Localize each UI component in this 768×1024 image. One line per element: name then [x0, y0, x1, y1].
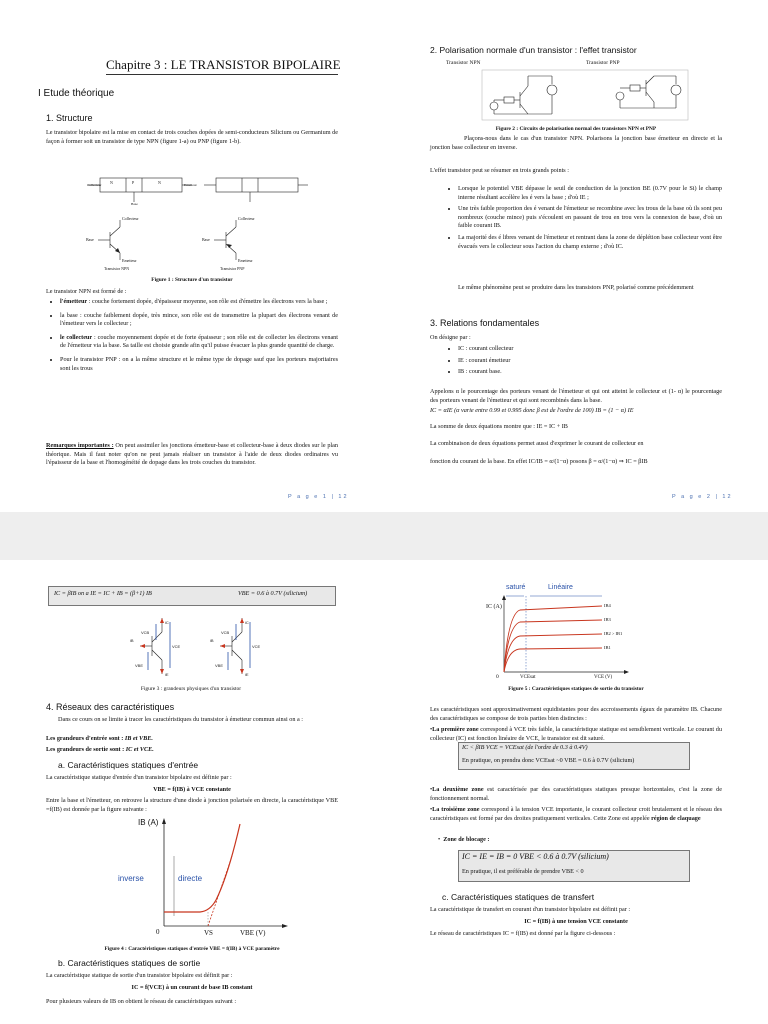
svg-text:iB: iB — [130, 638, 134, 643]
page-4 — [384, 560, 768, 1024]
designations — [444, 345, 514, 380]
bullet-base: • la base : couche faiblement dopée, très mince, son rôle est de transmettre la plupart des électrons venant de l'émetteur vers le collecteur ; — [60, 312, 338, 329]
equation-ic-alpha: IC = αIE (α varie entre 0.99 et 0.995 donc β est de l'ordre de 100) IB = (1 − α) IE — [430, 407, 634, 414]
fig4-zero: 0 — [156, 928, 160, 936]
subsection-sortie: b. Caractéristiques statiques de sortie — [58, 958, 201, 968]
fig1-pnp-label: Transistor PNP — [220, 266, 245, 271]
svg-text:iC: iC — [245, 620, 249, 625]
fig5-xlabel: VCE (V) — [594, 675, 613, 680]
fig1-n2: N — [158, 180, 161, 185]
figure-1-caption: Figure 1 : Structure d'un transistor — [151, 277, 233, 283]
blocage-box-line2: En pratique, il est préférable de prendre VBE < 0 — [462, 868, 584, 875]
page-number-2: P a g e 2 | 12 — [672, 494, 733, 500]
section-title: I Etude théorique — [38, 88, 115, 99]
figure-4-caption: Figure 4 : Caractéristiques statiques d'entrée VBE = f(IB) à VCE paramètre — [104, 946, 280, 952]
svg-text:VCE: VCE — [252, 644, 261, 649]
svg-text:VBE: VBE — [135, 663, 144, 668]
p4-para1: Les caractéristiques sont approximativement equidistantes pour des accroissements égaux de paramètre IB. Chacune des caractéristiques se compose de trois parties bien distinctes : — [430, 706, 722, 722]
formula-box-left: IC = βIB on a IE = IC + IB = (β+1) IB — [54, 590, 152, 597]
fig1-col-pnp: Collecteur — [238, 216, 255, 221]
def-ib: • IB : courant base. — [458, 368, 514, 377]
fig1-em-pnp: Emetteur — [238, 258, 253, 263]
p3-para2: La caractéristique statique d'entrée d'un transistor bipolaire est définie par : — [46, 774, 232, 781]
equation-transfer: IC = f(IB) à une tension VCE constante — [524, 918, 628, 925]
fig1-n1: N — [110, 180, 113, 185]
p2-same: Le même phénomène peut se produire dans les transistors PNP, polarisé comme précédemment — [458, 284, 694, 291]
p2-para1: Plaçons-nous dans le cas d'un transistor NPN. Polarisons la jonction base émetteur en directe et la jonction base collecteur en inverse. — [430, 135, 722, 151]
fig5-sature-label: saturé — [506, 584, 526, 591]
svg-text:iB: iB — [210, 638, 214, 643]
figure-5-output-graph — [486, 584, 630, 684]
fig1-base-label: Base — [131, 202, 138, 206]
fig5-ib4: IB4 — [604, 603, 611, 608]
figure-2-circuits — [480, 68, 690, 122]
fig4-inverse-label: inverse — [118, 874, 144, 883]
fig1-em-npn: Emetteur — [122, 258, 137, 263]
effect-points — [444, 185, 722, 254]
effect-point-3: • La majorité des é libres venant de l'émetteur et rentrant dans la zone de déplétion base collecteur vont être évacués vers le collecteur sous l'action du champ externe ; d'où IC. — [458, 234, 722, 251]
svg-text:VCE: VCE — [172, 644, 181, 649]
fig5-ylabel: IC (A) — [486, 604, 502, 610]
p3-para1: Dans ce cours on se limite à tracer les caractéristiques du transistor à émetteur commun ainsi on a : — [58, 716, 304, 723]
p2-para2: L'effet transistor peut se résumer en trois grands points : — [430, 167, 569, 174]
subsection-entree: a. Caractéristiques statiques d'entrée — [58, 760, 199, 770]
intro-paragraph: Le transistor bipolaire est la mise en contact de trois couches dopées de semi-conducteurs Silicium ou Germanium de façon à former soit un transistor de type NPN (figure 1-a) ou PNP (figure 1-b). — [46, 129, 338, 145]
fig4-vs: VS — [204, 929, 213, 937]
input-quantities: Les grandeurs d'entrée sont : IB et VBE. — [46, 735, 153, 742]
svg-text:iE: iE — [245, 672, 249, 677]
saturation-box-line2: En pratique, on prendra donc VCEsat ~0 VBE = 0.6 à 0.7V (silicium) — [462, 757, 635, 764]
page-gap — [0, 512, 768, 560]
p3-para5: Pour plusieurs valeurs de IB on obtient le réseau de caractéristiques suivant : — [46, 998, 237, 1005]
fig5-lineaire-label: Linéaire — [548, 584, 573, 591]
figure-5-caption: Figure 5 : Caractéristiques statiques de sortie du transistor — [508, 686, 644, 692]
fig1-base-pnp: Base — [202, 237, 210, 242]
npn-formed: Le transistor NPN est formé de : — [46, 288, 127, 295]
p4-para2: La caractéristique de transfert en courant d'un transistor bipolaire est définit par : — [430, 906, 631, 913]
fig4-directe-label: directe — [178, 874, 203, 883]
formula-box-right: VBE = 0.6 à 0.7V (silicium) — [238, 590, 308, 597]
p2-para4: La combinaison de deux équations permet aussi d'exprimer le courant de collecteur en — [430, 440, 644, 447]
equation-input: VBE = f(IB) à VCE constante — [153, 786, 231, 793]
label-npn: Transistor NPN — [446, 60, 481, 66]
chapter-title: Chapitre 3 : LE TRANSISTOR BIPOLAIRE — [106, 57, 341, 72]
bullet-collecteur: • le collecteur : couche moyennement dopée et de forte épaisseur ; son rôle est de collecter les électrons venant de l'émetteur via la base. Sa taille est choisie grande afin qu'il puisse évacuer la plus grande quantité de charge. — [60, 334, 338, 351]
svg-text:VCB: VCB — [221, 630, 230, 635]
bullet-pnp: • Pour le transistor PNP : on a la même structure et le même type de dopage sauf que les porteurs majoritaires sont les trous — [60, 356, 338, 373]
label-pnp: Transistor PNP — [586, 60, 620, 66]
p2-para5: fonction du courant de la base. En effet IC/IB = α/(1−α) posons β = α/(1−α) ⇒ IC = βIB — [430, 458, 648, 465]
page-number-1: P a g e 1 | 12 — [288, 494, 349, 500]
page-2 — [384, 0, 768, 512]
page-1 — [0, 0, 384, 512]
def-ic: • IC : courant collecteur — [458, 345, 514, 354]
equation-output: IC = f(VCE) à un courant de base IB constant — [131, 984, 253, 991]
p4-para3: Le réseau de caractéristiques IC = f(IB) est donné par la figure ci-dessous : — [430, 930, 616, 937]
def-ie: • IE : courant émetteur — [458, 357, 514, 366]
svg-text:iC: iC — [165, 620, 169, 625]
fig1-collecteur-label: Collecteur — [87, 183, 102, 187]
effect-point-1: • Lorsque le potentiel VBE dépasse le seuil de conduction de la jonction BE (0.7V pour le Si) le champ interne résultant accélère les é vers la base ; d'où IE ; — [458, 185, 722, 202]
fig1-emetteur-label: Emetteur — [184, 183, 197, 187]
figure-2-caption: Figure 2 : Circuits de polarisation normal des transistors NPN et PNP — [495, 126, 657, 132]
subsection-relations: 3. Relations fondamentales — [430, 318, 540, 328]
fig1-p: P — [132, 180, 135, 185]
fig5-ib1: IB1 — [604, 645, 611, 650]
equation-sum: La somme de deux équations montre que : IE = IC + IB — [430, 423, 568, 430]
zone-blocage: • Zone de blocage : — [438, 836, 490, 843]
subsection-transfert: c. Caractéristiques statiques de transfert — [442, 892, 595, 902]
figure-4-input-graph — [112, 816, 292, 940]
figure-1-structure — [80, 172, 320, 277]
figure-3-caption: Figure 3 : grandeurs physiques d'un transistor — [140, 686, 242, 692]
zone-3: •La troisième zone correspond à la tension VCE importante, le courant collecteur croit brutalement et le réseau des caractéristiques est formé par des droites pratiquement verticales. Cette Zone est appelée région de claquage — [430, 806, 723, 822]
fig4-xlabel: VBE (V) — [240, 929, 266, 937]
svg-text:VCB: VCB — [141, 630, 150, 635]
subsection-polarisation: 2. Polarisation normale d'un transistor : l'effet transistor — [430, 45, 637, 55]
subsection-structure: 1. Structure — [46, 113, 93, 123]
bullet-emetteur: • l'émetteur : couche fortement dopée, d'épaisseur moyenne, son rôle est d'émettre les électrons vers la base ; — [60, 298, 338, 307]
remark-paragraph: Remarques importantes : On peut assimiler les jonctions émetteur-base et collecteur-base à deux diodes sur le plan théorique. Mais il faut noter qu'on ne peut jamais réaliser un transistor à l'aide de deux diodes ordinaires vu l'épaisseur de la base et l'homogénéité de dopage dans les trois couches du transistor. — [46, 442, 338, 467]
subsection-reseaux: 4. Réseaux des caractéristiques — [46, 702, 175, 712]
p2-para3: Appelons α le pourcentage des porteurs venant de l'émetteur et qui ont atteint le collecteur et (1- α) le pourcentage des porteurs venant de l'émetteur et qui sont recombinés dans la base. — [430, 388, 722, 404]
fig5-zero: 0 — [496, 674, 499, 680]
saturation-box-line1: IC < βIB VCE = VCEsat (de l'ordre de 0.3 à 0.4V) — [462, 744, 588, 751]
zone-1: •La première zone correspond à VCE très faible, la caractéristique statique est sensiblement verticale. Le courant du collecteur (IC) est fonction linéaire de VCE, le transistor est dit saturé. — [430, 726, 722, 742]
svg-text:VBE: VBE — [215, 663, 224, 668]
effect-point-2: • Une très faible proportion des é venant de l'émetteur se recombine avec les trous de la base où ils sont peu nombreux (couche mince) puis s'écoulent en passant de trou en trou vers la connexion de base, d'où un faible courant IB. — [458, 205, 722, 231]
output-quantities: Les grandeurs de sortie sont : IC et VCE. — [46, 746, 154, 753]
zone-2: •La deuxième zone est caractérisée par des caractéristiques statiques presque horizontales, c'est la zone de fonctionnement normal. — [430, 786, 723, 802]
figure-3-quantities — [128, 612, 268, 680]
fig1-col-npn: Collecteur — [122, 216, 139, 221]
title-underline — [106, 74, 338, 75]
layers-list — [46, 298, 338, 376]
fig5-ib3: IB3 — [604, 617, 611, 622]
p3-para4: La caractéristique statique de sortie d'un transistor bipolaire est définit par : — [46, 972, 233, 979]
fig1-base-npn: Base — [86, 237, 94, 242]
fig4-ylabel: IB (A) — [138, 818, 159, 827]
fig5-vcesat: VCEsat — [520, 675, 536, 680]
p3-para3: Entre la base et l'émetteur, on retrouve la structure d'une diode à jonction polarisée en directe, la caractéristique VBE =f(IB) est donnée par la figure suivante : — [46, 797, 338, 813]
page-3 — [0, 560, 384, 1024]
fig5-ib2: IB2 > IB1 — [604, 631, 623, 636]
designe: On désigne par : — [430, 334, 471, 341]
svg-text:iE: iE — [165, 672, 169, 677]
blocage-box-line1: IC = IE = IB = 0 VBE < 0.6 à 0.7V (silicium) — [462, 852, 609, 861]
fig1-npn-label: Transistor NPN — [104, 266, 130, 271]
